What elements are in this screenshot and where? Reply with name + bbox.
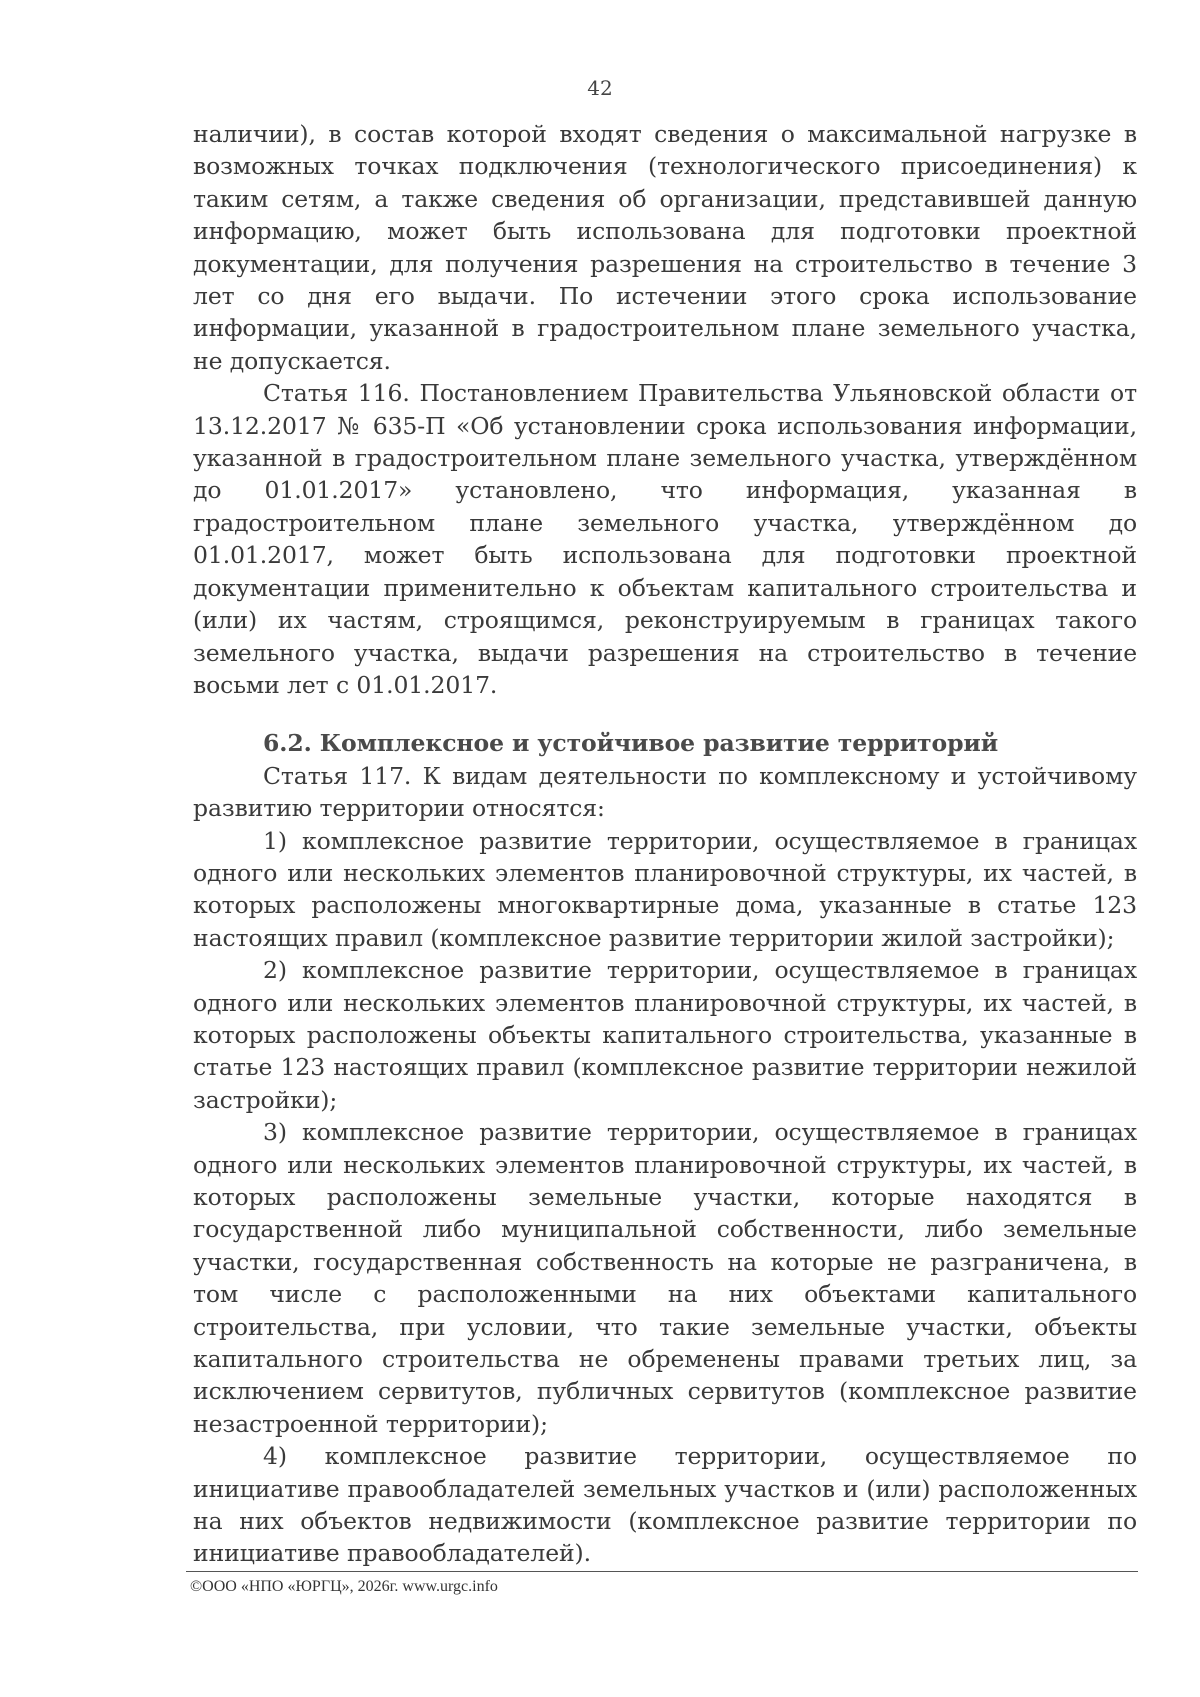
footer-copyright: ©ООО «НПО «ЮРГЦ», 2026г. www.urgc.info bbox=[190, 1578, 498, 1595]
paragraph-continuation: наличии), в состав которой входят сведения о максимальной нагрузке в возможных точках подключения (технологического присоединения) к таким сетям, а также сведения об организации, представившей данную информацию, может быть использована для подготовки проектной документации, для получения разрешения на строительство в течение 3 лет со дня его выдачи. По истечении этого срока использование информации, указанной в градостроительном плане земельного участка, не допускается. bbox=[193, 120, 1137, 375]
section-heading: 6.2. Комплексное и устойчивое развитие территорий bbox=[263, 729, 999, 758]
list-item-3: 3) комплексное развитие территории, осуществляемое в границах одного или нескольких элементов планировочной структуры, их частей, в которых расположены земельные участки, которые находятся в государственной либо муниципальной собственности, либо земельные участки, государственная собственность на которые не разграничена, в том числе с расположенными на них объектами капитального строительства, при условии, что такие земельные участки, объекты капитального строительства не обременены правами третьих лиц, за исключением сервитутов, публичных сервитутов (комплексное развитие незастроенной территории); bbox=[193, 1118, 1137, 1438]
paragraph-article-116: Статья 116. Постановлением Правительства Ульяновской области от 13.12.2017 № 635-П «Об установлении срока использования информации, указанной в градостроительном плане земельного участка, утверждённом до 01.01.2017» установлено, что информация, указанная в градостроительном плане земельного участка, утверждённом до 01.01.2017, может быть использована для подготовки проектной документации применительно к объектам капитального строительства и (или) их частям, строящимся, реконструируемым в границах такого земельного участка, выдачи разрешения на строительство в течение восьми лет с 01.01.2017. bbox=[193, 379, 1137, 699]
list-item-4: 4) комплексное развитие территории, осуществляемое по инициативе правообладателей земельных участков и (или) расположенных на них объектов недвижимости (комплексное развитие территории по инициативе правообладателей). bbox=[193, 1442, 1137, 1568]
page-number: 42 bbox=[587, 76, 613, 100]
document-body bbox=[193, 118, 1137, 1570]
footer-divider bbox=[186, 1571, 1138, 1572]
paragraph-article-117: Статья 117. К видам деятельности по комплексному и устойчивому развитию территории относятся: bbox=[193, 761, 1137, 823]
list-item-1: 1) комплексное развитие территории, осуществляемое в границах одного или нескольких элементов планировочной структуры, их частей, в которых расположены многоквартирные дома, указанные в статье 123 настоящих правил (комплексное развитие территории жилой застройки); bbox=[193, 826, 1137, 952]
list-item-2: 2) комплексное развитие территории, осуществляемое в границах одного или нескольких элементов планировочной структуры, их частей, в которых расположены объекты капитального строительства, указанные в статье 123 настоящих правил (комплексное развитие территории нежилой застройки); bbox=[193, 956, 1137, 1114]
